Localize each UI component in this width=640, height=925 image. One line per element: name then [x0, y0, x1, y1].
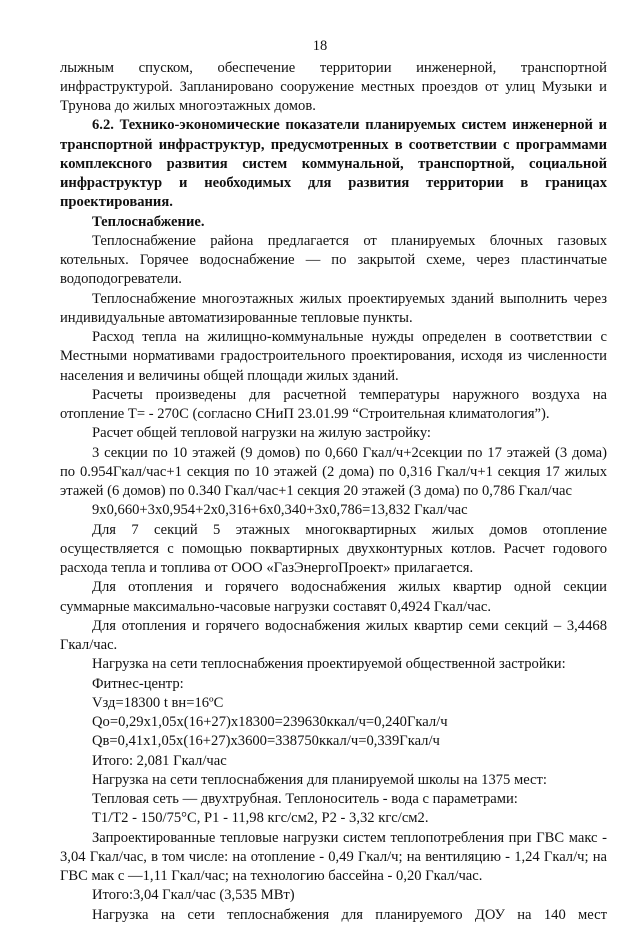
- body-paragraph: лыжным спуском, обеспечение территории инженерной, транспортной инфраструктурой. Запланировано сооружение местных проездов от улиц Музыки и Трунова до жилых многоэтажных домов.: [60, 59, 607, 114]
- section-heading: Теплоснабжение.: [92, 213, 205, 230]
- body-paragraph: Расчеты произведены для расчетной температуры наружного воздуха на отопление Т= - 270С (согласно СНиП 23.01.99 “Строительная климатология”).: [60, 386, 607, 422]
- body-paragraph: Qо=0,29х1,05х(16+27)х18300=239630ккал/ч=0,240Гкал/ч: [92, 714, 448, 730]
- body-paragraph: Расход тепла на жилищно-коммунальные нужды определен в соответствии с Местными нормативами градостроительного проектирования, исходя из численности населения и величины общей площади жилых зданий.: [60, 329, 607, 384]
- body-paragraph: Для отопления и горячего водоснабжения жилых квартир семи секций – 3,4468 Гкал/час.: [60, 617, 607, 653]
- body-paragraph: Нагрузка на сети теплоснабжения для планируемой школы на 1375 мест:: [92, 771, 547, 788]
- body-paragraph: Vзд=18300 t вн=16ºС: [92, 694, 224, 711]
- body-paragraph: Нагрузка на сети теплоснабжения проектируемой общественной застройки:: [92, 656, 566, 673]
- body-paragraph: Для 7 секций 5 этажных многоквартирных жилых домов отопление осуществляется с помощью поквартирных двухконтурных котлов. Расчет годового расхода тепла и топлива от ООО «ГазЭнергоПроект» прилагается.: [60, 521, 607, 576]
- body-paragraph: Нагрузка на сети теплоснабжения для планируемого ДОУ на 140 мест: [92, 906, 607, 923]
- body-paragraph: 3 секции по 10 этажей (9 домов) по 0,660 Гкал/ч+2секции по 17 этажей (3 дома) по 0.954Гкал/час+1 секция по 10 этажей (2 дома) по 0,316 Гкал/ч+1 секция 17 жилых этажей (6 домов) по 0.340 Гкал/час+1 секция 20 этажей (3 дома) по 0,786 Гкал/час: [60, 444, 607, 499]
- section-heading: 6.2. Технико-экономические показатели планируемых систем инженерной и транспортной инфраструктур, предусмотренных в соответствии с программами комплексного развития систем коммунальной, транспортной, социальной инфраструктур и необходимых для развития территории в границах проектирования.: [60, 117, 607, 211]
- document-body: [60, 59, 607, 925]
- body-paragraph: 9х0,660+3х0,954+2х0,316+6х0,340+3х0,786=13,832 Гкал/час: [92, 502, 468, 519]
- body-paragraph: Запроектированные тепловые нагрузки систем теплопотребления при ГВС макс - 3,04 Гкал/час, в том числе: на отопление - 0,49 Гкал/ч; на вентиляцию - 1,24 Гкал/ч; на ГВС мак с —1,11 Гкал/час; на технологию бассейна - 0,20 Гкал/час.: [60, 829, 607, 884]
- body-paragraph: Теплоснабжение района предлагается от планируемых блочных газовых котельных. Горячее водоснабжение — по закрытой схеме, через пластинчатые водоподогреватели.: [60, 232, 607, 288]
- body-paragraph: Итого:3,04 Гкал/час (3,535 МВт): [92, 887, 295, 904]
- body-paragraph: Расчет общей тепловой нагрузки на жилую застройку:: [92, 425, 431, 442]
- body-paragraph: Теплоснабжение многоэтажных жилых проектируемых зданий выполнить через индивидуальные автоматизированные тепловые пункты.: [60, 290, 607, 326]
- body-paragraph: Итого: 2,081 Гкал/час: [92, 752, 227, 769]
- body-paragraph: Для отопления и горячего водоснабжения жилых квартир одной секции суммарные максимально-часовые нагрузки составят 0,4924 Гкал/час.: [60, 579, 607, 615]
- body-paragraph: Тепловая сеть — двухтрубная. Теплоноситель - вода с параметрами:: [92, 791, 518, 807]
- body-paragraph: Фитнес-центр:: [92, 675, 184, 692]
- body-paragraph: Т1/Т2 - 150/75°С, Р1 - 11,98 кгс/см2, Р2 - 3,32 кгс/см2.: [92, 810, 429, 827]
- page-number: 18: [312, 38, 328, 54]
- body-paragraph: Qв=0,41х1,05х(16+27)х3600=338750ккал/ч=0,339Гкал/ч: [92, 733, 440, 750]
